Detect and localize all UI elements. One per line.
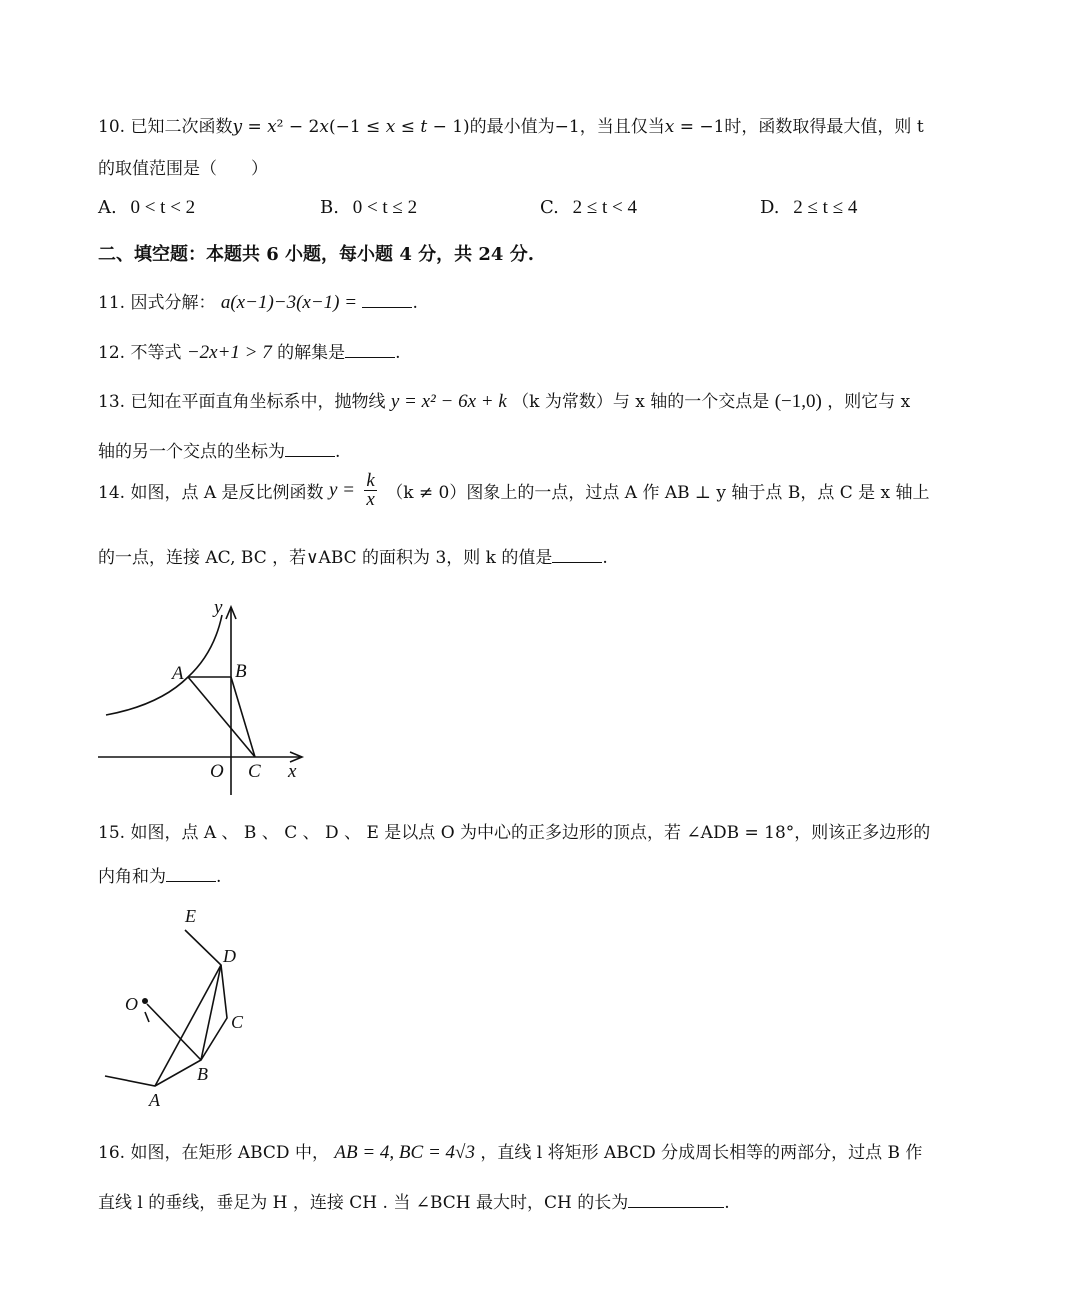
- q12: [98, 338, 401, 364]
- q15-line2: [98, 862, 221, 887]
- segment-ac: [188, 677, 255, 757]
- label-e: E: [185, 906, 196, 926]
- label-a: A: [149, 1090, 160, 1110]
- choice-label: B.: [320, 197, 339, 218]
- q12-expr: −2x+1 > 7: [186, 342, 272, 363]
- choice-label: A.: [98, 197, 117, 218]
- label-c: C: [231, 1012, 244, 1032]
- q16-line1: [98, 1138, 922, 1164]
- section-heading: 二、填空题：本题共 6 小题，每小题 4 分，共 24 分.: [98, 244, 534, 265]
- q12-suffix: 的解集是: [277, 343, 346, 363]
- q13-expr: y = x² − 6x + k: [390, 391, 507, 412]
- choice-label: C.: [540, 197, 559, 218]
- q14-line2: [98, 543, 608, 568]
- q13-text-a: 13. 已知在平面直角坐标系中，抛物线: [98, 392, 386, 412]
- polygon-edges: [105, 930, 227, 1086]
- q11-prefix: 11. 因式分解：: [98, 293, 216, 313]
- q14-fraction: [364, 472, 376, 509]
- q14-text-a: 14. 如图，点 A 是反比例函数: [98, 483, 324, 503]
- q14-figure: [90, 595, 320, 800]
- center-point: [142, 998, 148, 1004]
- answer-blank: [362, 306, 412, 308]
- answer-blank: [628, 1206, 724, 1208]
- q13-text-c: ，则它与 x: [827, 392, 911, 412]
- q16-text-line2: 直线 l 的垂线，垂足为 H ，连接 CH . 当 ∠BCH 最大时，CH 的长为: [98, 1193, 629, 1213]
- segment-bc: [231, 677, 255, 757]
- period: .: [602, 548, 608, 568]
- choice-label: D.: [760, 197, 780, 218]
- answer-blank: [285, 455, 335, 457]
- q16-line2: [98, 1188, 730, 1213]
- q13-line2: [98, 437, 340, 462]
- answer-blank: [552, 561, 602, 563]
- q14-text-line2: 的一点，连接 AC, BC ，若∨ABC 的面积为 3，则 k 的值是: [98, 548, 553, 568]
- label-b: B: [235, 661, 247, 682]
- fraction-denominator: x: [366, 489, 375, 510]
- label-x: x: [288, 761, 297, 782]
- q11-expr: a(x−1)−3(x−1) =: [220, 292, 358, 313]
- period: .: [724, 1193, 730, 1213]
- q10-choice-c: [540, 197, 637, 219]
- period: .: [335, 442, 341, 462]
- q13-text-b: （k 为常数）与 x 轴的一个交点是: [512, 392, 770, 412]
- q13-line1: [98, 387, 910, 413]
- q10-choice-a: [98, 197, 195, 219]
- label-y: y: [214, 597, 223, 618]
- q13-text-line2: 轴的另一个交点的坐标为: [98, 442, 285, 462]
- q12-prefix: 12. 不等式: [98, 343, 182, 363]
- q15-text-line2: 内角和为: [98, 867, 166, 887]
- choice-text: 2 ≤ t ≤ 4: [793, 197, 858, 218]
- segment-db: [201, 965, 221, 1060]
- center-tick: [145, 1012, 149, 1022]
- q10-choice-d: [760, 197, 857, 219]
- q10-choice-b: [320, 197, 417, 219]
- label-c: C: [248, 761, 261, 782]
- hyperbola-curve: [106, 615, 222, 715]
- period: .: [395, 343, 401, 363]
- choice-text: 0 < t ≤ 2: [352, 197, 418, 218]
- q15-line1: 15. 如图，点 A 、 B 、 C 、 D 、 E 是以点 O 为中心的正多边形的顶点，若 ∠ADB = 18°，则该正多边形的: [98, 823, 931, 843]
- q16-text-a: 16. 如图，在矩形 ABCD 中，: [98, 1143, 329, 1163]
- fraction-numerator: k: [366, 470, 375, 491]
- q10-line2: 的取值范围是（ ）: [98, 159, 268, 179]
- q14-text-b: （k ≠ 0）图象上的一点，过点 A 作 AB ⊥ y 轴于点 B，点 C 是 x 轴上: [386, 483, 930, 503]
- q14-line1: [98, 472, 930, 509]
- q10-line1: 10. 已知二次函数𝑦 = 𝑥² − 2𝑥(−1 ≤ 𝑥 ≤ 𝑡 − 1)的最小值为−1，当且仅当𝑥 = −1时，函数取得最大值，则 t: [98, 117, 924, 137]
- choice-text: 0 < t < 2: [130, 197, 196, 218]
- q13-point: (−1,0): [774, 391, 822, 412]
- q14-y-eq: y =: [328, 479, 355, 501]
- answer-blank: [345, 356, 395, 358]
- q16-expr: AB = 4, BC = 4√3: [334, 1142, 475, 1163]
- label-b: B: [197, 1064, 208, 1084]
- q15-figure: [95, 900, 265, 1115]
- label-d: D: [223, 946, 236, 966]
- choice-text: 2 ≤ t < 4: [572, 197, 638, 218]
- period: .: [216, 867, 222, 887]
- label-o: O: [125, 994, 138, 1014]
- label-a: A: [172, 663, 184, 684]
- label-o: O: [210, 761, 224, 782]
- answer-blank: [166, 880, 216, 882]
- period: .: [412, 293, 418, 313]
- q16-text-b: ，直线 l 将矩形 ABCD 分成周长相等的两部分，过点 B 作: [480, 1143, 923, 1163]
- q11: [98, 288, 418, 314]
